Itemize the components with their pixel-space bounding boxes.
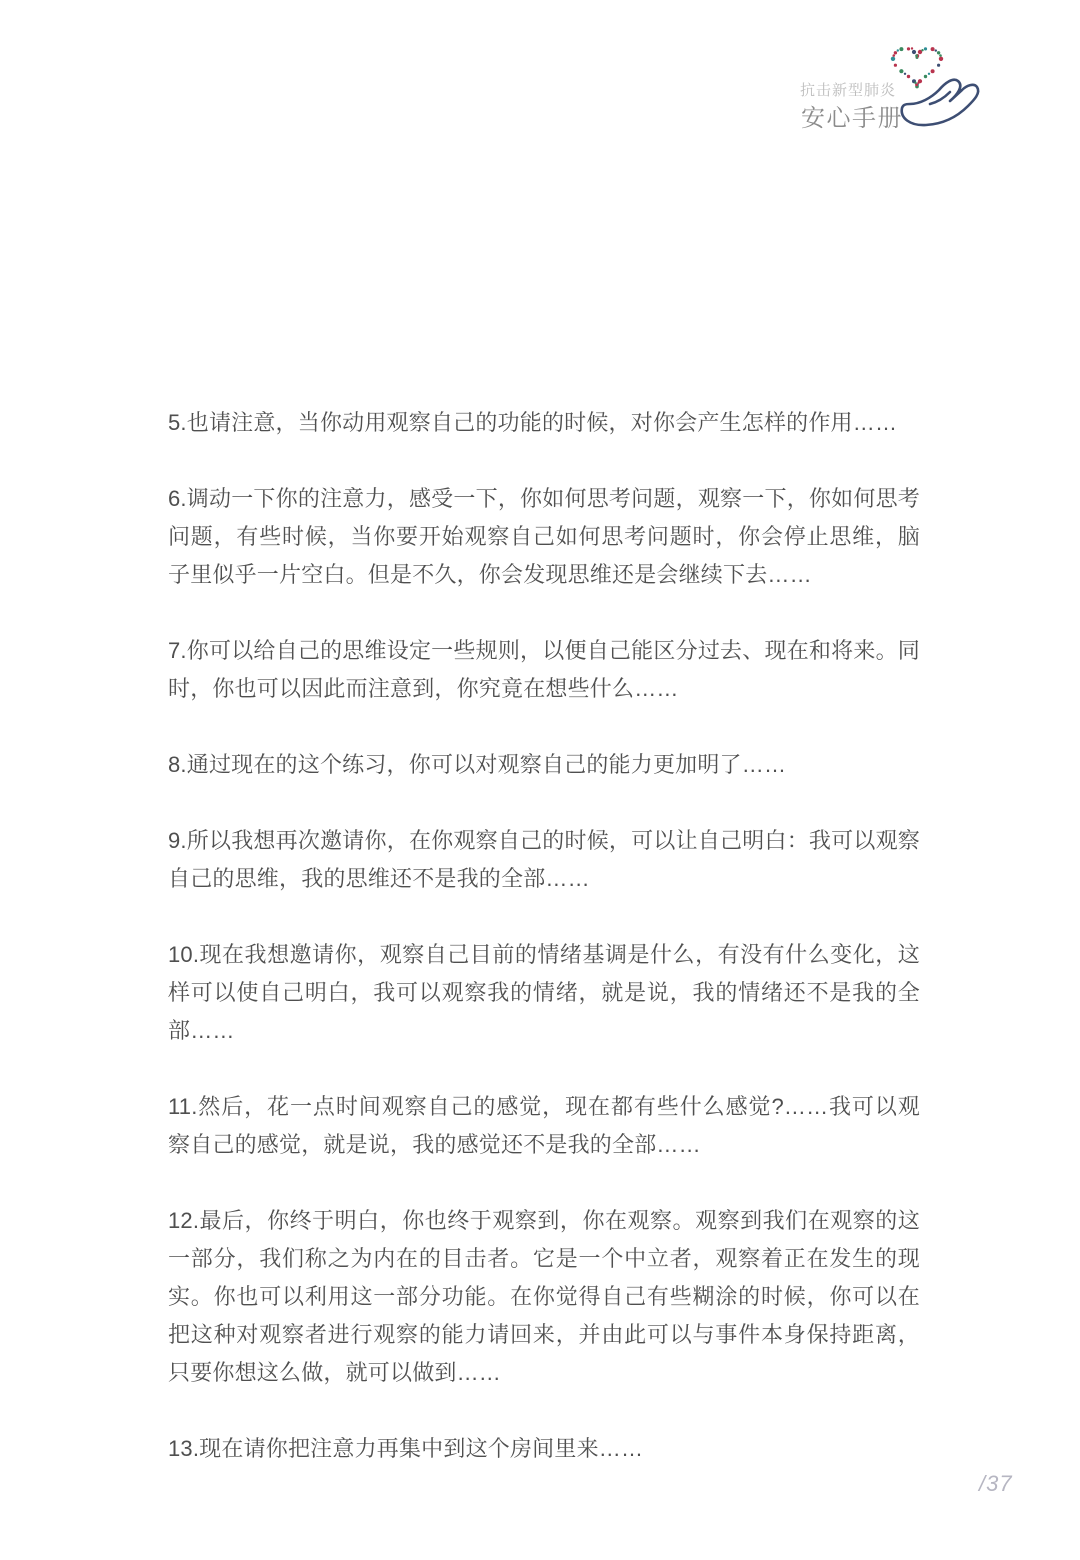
- heart-wreath-icon: [891, 47, 943, 88]
- paragraph-11: 11.然后，花一点时间观察自己的感觉，现在都有些什么感觉?……我可以观察自己的感觉，就是说，我的感觉还不是我的全部……: [168, 1094, 920, 1157]
- paragraph-5: 5.也请注意，当你动用观察自己的功能的时候，对你会产生怎样的作用……: [168, 410, 898, 435]
- instruction-text: [168, 404, 920, 1468]
- paragraph-6: 6.调动一下你的注意力，感受一下，你如何思考问题，观察一下，你如何思考问题，有些时候，当你要开始观察自己如何思考问题时，你会停止思维，脑子里似乎一片空白。但是不久，你会发现思维还是会继续下去……: [168, 486, 920, 587]
- handbook-logo: [872, 38, 982, 133]
- paragraph-9: 9.所以我想再次邀请你，在你观察自己的时候，可以让自己明白：我可以观察自己的思维，我的思维还不是我的全部……: [168, 828, 920, 891]
- header-title: 安心手册: [801, 105, 903, 132]
- paragraph-12: 12.最后，你终于明白，你也终于观察到，你在观察。观察到我们在观察的这一部分，我们称之为内在的目击者。它是一个中立者，观察着正在发生的现实。你也可以利用这一部分功能。在你觉得自己有些糊涂的时候，你可以在把这种对观察者进行观察的能力请回来，并由此可以与事件本身保持距离，只要你想这么做，就可以做到……: [168, 1208, 920, 1385]
- paragraph-13: 13.现在请你把注意力再集中到这个房间里来……: [168, 1436, 644, 1461]
- header-slogan: 抗击新型肺炎: [800, 82, 897, 99]
- page-number: /37: [979, 1471, 1013, 1496]
- paragraph-8: 8.通过现在的这个练习，你可以对观察自己的能力更加明了……: [168, 752, 787, 777]
- paragraph-10: 10.现在我想邀请你，观察自己目前的情绪基调是什么，有没有什么变化，这样可以使自己明白，我可以观察我的情绪，就是说，我的情绪还不是我的全部……: [168, 942, 920, 1043]
- hand-icon: [902, 80, 978, 125]
- paragraph-7: 7.你可以给自己的思维设定一些规则，以便自己能区分过去、现在和将来。同时，你也可以因此而注意到，你究竟在想些什么……: [168, 638, 920, 701]
